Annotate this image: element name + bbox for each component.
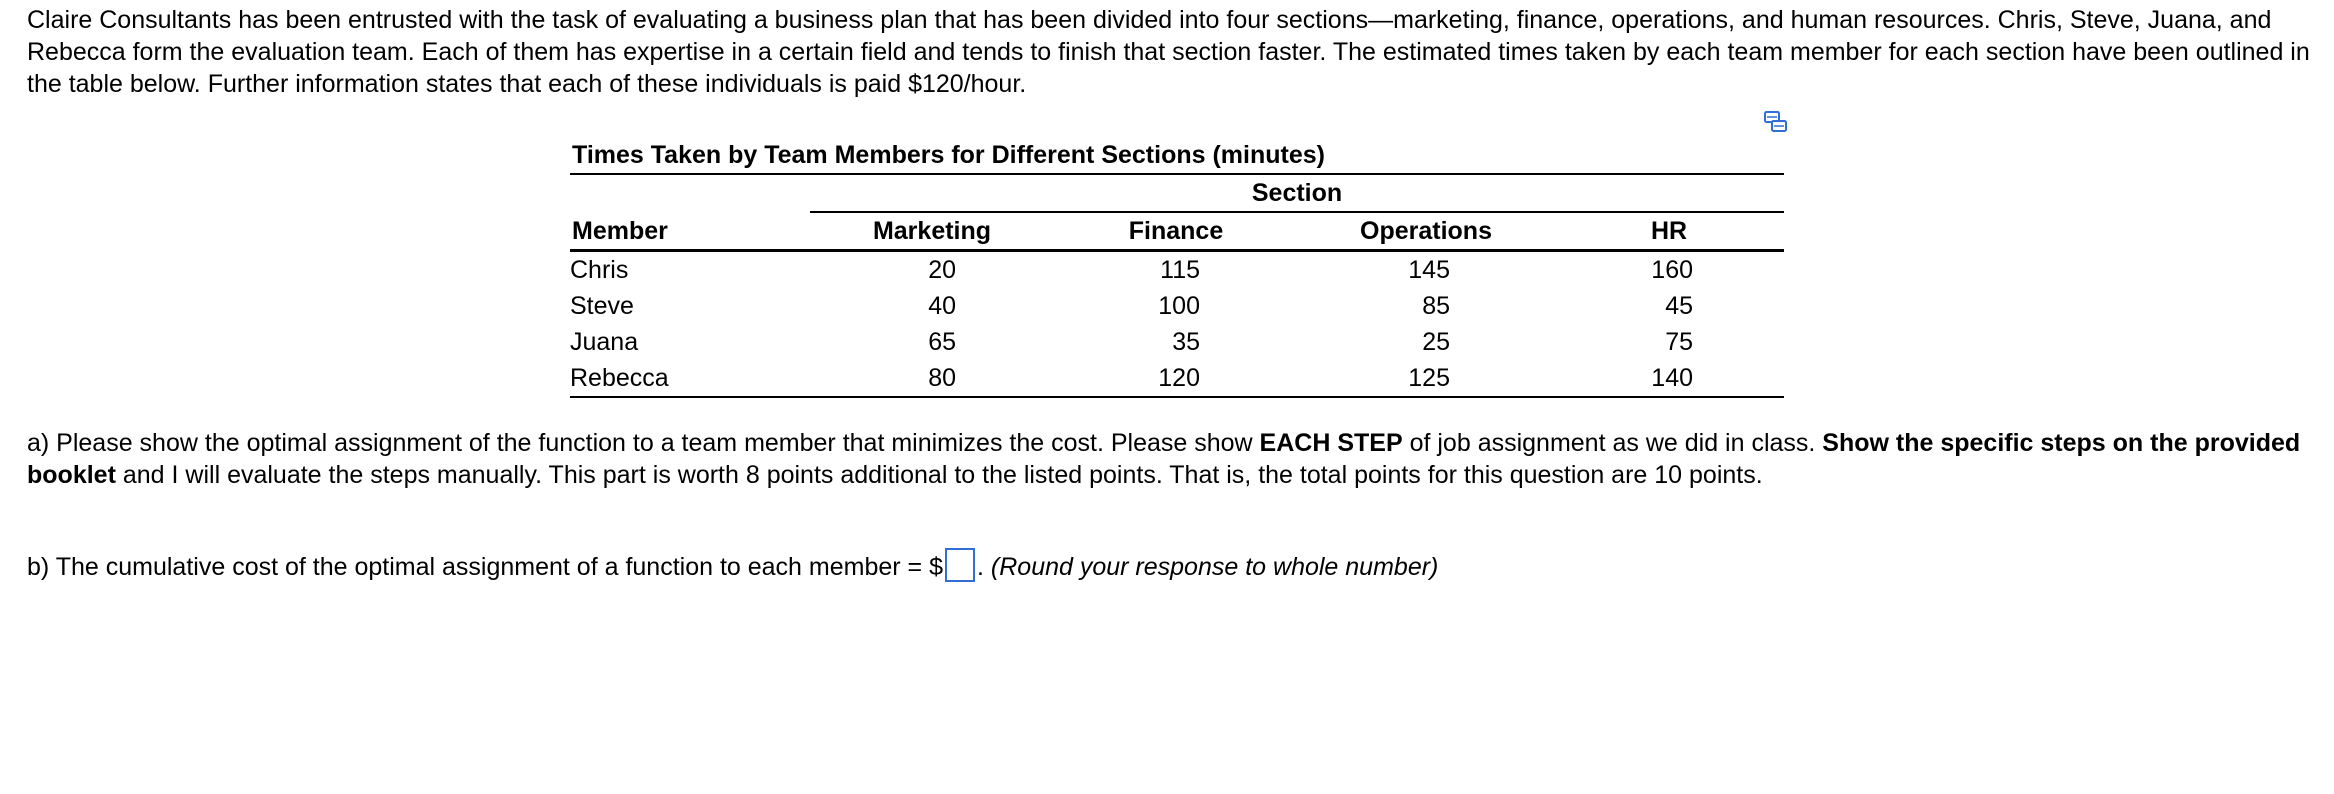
time-cell — [810, 251, 1054, 289]
time-cell — [1298, 324, 1554, 360]
operations-column-header: Operations — [1298, 212, 1554, 251]
time-cell — [1554, 324, 1784, 360]
time-value: 40 — [928, 292, 956, 320]
table-title: Times Taken by Team Members for Different Sections (minutes) — [572, 141, 1325, 169]
time-cell — [1554, 288, 1784, 324]
table-row — [570, 251, 1784, 289]
time-cell — [1554, 360, 1784, 397]
question-a-text-1: a) Please show the optimal assignment of the function to a team member that minimizes the cost. Please show — [27, 429, 1260, 457]
marketing-column-header: Marketing — [810, 212, 1054, 251]
hr-column-header: HR — [1554, 212, 1784, 251]
time-value: 80 — [928, 364, 956, 392]
times-table-block — [570, 137, 1784, 398]
time-cell — [810, 324, 1054, 360]
time-cell — [1054, 288, 1298, 324]
time-cell — [1298, 360, 1554, 397]
question-a-text-2: of job assignment as we did in class. — [1402, 429, 1823, 457]
member-name: Steve — [570, 292, 634, 320]
times-table — [570, 173, 1784, 398]
time-value: 65 — [928, 328, 956, 356]
question-a — [27, 427, 2317, 491]
time-cell — [1054, 360, 1298, 397]
time-value: 145 — [1408, 256, 1450, 284]
member-name: Chris — [570, 256, 629, 284]
time-value: 25 — [1422, 328, 1450, 356]
time-value: 125 — [1408, 364, 1450, 392]
question-a-emphasis-each-step: EACH STEP — [1259, 429, 1403, 457]
member-name: Juana — [570, 328, 639, 356]
time-cell — [810, 288, 1054, 324]
time-value: 140 — [1651, 364, 1694, 392]
time-value: 20 — [928, 256, 956, 284]
time-value: 160 — [1651, 256, 1694, 284]
time-value: 75 — [1665, 328, 1694, 356]
time-value: 45 — [1665, 292, 1694, 320]
section-group-header: Section — [810, 174, 1784, 212]
member-column-header: Member — [570, 212, 810, 251]
time-cell — [1298, 251, 1554, 289]
table-row — [570, 360, 1784, 397]
time-value: 100 — [1158, 292, 1200, 320]
time-cell — [1554, 251, 1784, 289]
question-b-prompt: b) The cumulative cost of the optimal assignment of a function to each member = $ — [27, 553, 943, 581]
time-cell — [1054, 324, 1298, 360]
member-name: Rebecca — [570, 360, 810, 397]
time-value: 120 — [1158, 364, 1200, 392]
time-value: 115 — [1160, 256, 1200, 284]
copy-data-icon[interactable] — [1764, 109, 1788, 131]
table-corner — [570, 174, 810, 212]
problem-intro: Claire Consultants has been entrusted with the task of evaluating a business plan that has been divided into four sections—marketing, finance, operations, and human resources. Chris, Steve, Juana, and Rebecca form the evaluation team. Each of them has expertise in a certain field and tends to finish that section faster. The estimated times taken by each team member for each section have been outlined in the table below. Further information states that each of these individuals is paid $120/hour. — [27, 6, 2310, 98]
rounding-instruction: (Round your response to whole number) — [990, 553, 1439, 581]
time-value: 35 — [1172, 328, 1200, 356]
table-row — [570, 288, 1784, 324]
cumulative-cost-answer-input[interactable] — [945, 548, 975, 582]
question-a-emphasis-booklet: Show the specific steps on the provided booklet — [27, 429, 2301, 489]
time-cell — [810, 360, 1054, 397]
time-value: 85 — [1422, 292, 1450, 320]
time-cell — [1298, 288, 1554, 324]
finance-column-header: Finance — [1054, 212, 1298, 251]
table-row — [570, 324, 1784, 360]
question-a-text-3: and I will evaluate the steps manually. This part is worth 8 points additional to the listed points. That is, the total points for this question are 10 points. — [115, 461, 1763, 489]
time-cell — [1054, 251, 1298, 289]
question-b — [27, 551, 1438, 583]
question-b-period: . — [977, 553, 991, 581]
